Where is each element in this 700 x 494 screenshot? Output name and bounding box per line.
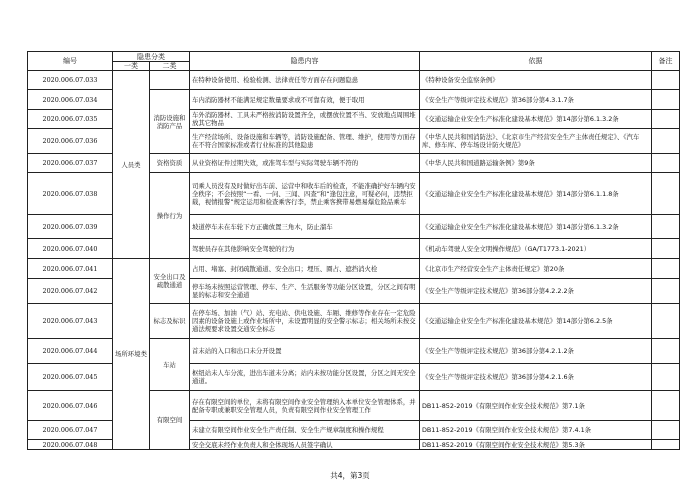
row-content: 车外消防器材、工具未严格按消防设置齐全，或摆放位置不当、安放地点周围堆放其它物品: [190, 110, 420, 129]
category-level1: 场所环境类: [113, 259, 150, 450]
page-footer: 共4，第3页: [330, 471, 370, 480]
row-note: [652, 259, 680, 279]
row-note: [652, 154, 680, 173]
row-content: 在特种设备使用、检验检测、法律责任等方面存在问题隐患: [190, 71, 420, 90]
category-level2: 安全出口及疏散通道: [150, 259, 190, 304]
row-note: [652, 339, 680, 364]
category-level2: 有限空间: [150, 391, 190, 450]
row-code: 2020.006.07.041: [28, 259, 113, 279]
row-content: 驾驶员存在其他影响安全驾驶的行为: [190, 239, 420, 259]
hazard-table: [27, 51, 680, 450]
header-code: 编号: [28, 52, 113, 71]
row-code: 2020.006.07.038: [28, 173, 113, 215]
row-content: 从业资格证件过期失效，或准驾车型与实际驾驶车辆不符的: [190, 154, 420, 173]
row-note: [652, 279, 680, 304]
row-basis: 《安全生产等级评定技术规范》第36部分第4.2.2.2条: [420, 279, 652, 304]
row-code: 2020.006.07.037: [28, 154, 113, 173]
row-code: 2020.006.07.043: [28, 304, 113, 339]
row-note: [652, 440, 680, 450]
row-note: [652, 71, 680, 90]
row-note: [652, 215, 680, 239]
row-basis: 《交通运输企业安全生产标准化建设基本规范》第14部分第6.1.3.2条: [420, 110, 652, 129]
row-code: 2020.006.07.033: [28, 71, 113, 90]
row-basis: DB11-852-2019《有限空间作业安全技术规范》第7.1条: [420, 391, 652, 421]
row-basis: DB11-852-2019《有限空间作业安全技术规范》第5.3条: [420, 440, 652, 450]
header-level1: 一类: [113, 62, 150, 71]
row-code: 2020.006.07.047: [28, 421, 113, 440]
table-row: [28, 71, 680, 90]
row-code: 2020.006.07.040: [28, 239, 113, 259]
row-code: 2020.006.07.034: [28, 90, 113, 110]
row-note: [652, 129, 680, 154]
row-basis: DB11-852-2019《有限空间作业安全技术规范》第7.4.1条: [420, 421, 652, 440]
row-code: 2020.006.07.039: [28, 215, 113, 239]
row-content: 在停车场、加油（气）站、充电站、供电设施、车厢、维修等作业存在一定危险因素的设备设施上或作业场所中，未设置明显的安全警示标志；相关场所未按交通法规要求设置交通安全标志: [190, 304, 420, 339]
category-level1: 人员类: [113, 71, 150, 259]
row-basis: 《安全生产等级评定技术规范》第36部分第4.2.1.2条: [420, 339, 652, 364]
row-content: 未建立有限空间作业安全生产责任制、安全生产规章制度和操作规程: [190, 421, 420, 440]
row-content: 占用、堵塞、封闭疏散通道、安全出口；埋压、圈占、遮挡消火栓: [190, 259, 420, 279]
row-note: [652, 110, 680, 129]
row-basis: 《交通运输企业安全生产标准化建设基本规范》第14部分第6.2.5条: [420, 304, 652, 339]
row-note: [652, 391, 680, 421]
header-category: 隐患分类: [113, 52, 190, 62]
row-code: 2020.006.07.044: [28, 339, 113, 364]
row-note: [652, 421, 680, 440]
row-code: 2020.006.07.045: [28, 364, 113, 391]
category-level2: 消防设施和消防产品: [150, 90, 190, 154]
row-basis: 《交通运输企业安全生产标准化建设基本规范》第14部分第6.1.3.2条: [420, 215, 652, 239]
row-basis: 《中华人民共和国消防法》、《北京市生产经营安全生产主体责任规定》、《汽车库、修车库、停车场设计防火规范》: [420, 129, 652, 154]
header-basis: 依据: [420, 52, 652, 71]
row-content: 生产经营场所、设备设施和车辆等，消防设施配备、管理、维护，使用等方面存在不符合国家标准或者行业标准的其他隐患: [190, 129, 420, 154]
header-note: 备注: [652, 52, 680, 71]
row-note: [652, 90, 680, 110]
row-note: [652, 304, 680, 339]
row-content: 停车场未按照运营管理、停车、生产、生活服务等功能分区设置，分区之间有明显的标志和安全通道: [190, 279, 420, 304]
table-row: [28, 259, 680, 279]
row-content: 司乘人员没有及时做好出车前、运营中和收车后的检查，不能准确护好车辆内安全秩序；不会按照“一看、一问、三闻、四查”和“逢包注意，可疑必问，违禁拒载，视情报警”规定运用和检查乘客行李，禁止乘客携带易燃易爆危险品乘车: [190, 173, 420, 215]
header-content: 隐患内容: [190, 52, 420, 71]
category-level2: 资格资质: [150, 154, 190, 173]
row-basis: 《特种设备安全监察条例》: [420, 71, 652, 90]
row-content: 车内消防器材不能满足规定数量要求或不可靠有效，便于取用: [190, 90, 420, 110]
row-content: 坡道停车未在车轮下方正确放置三角木，防止溜车: [190, 215, 420, 239]
row-content: 安全交底未经作业负责人和全体现场人员签字确认: [190, 440, 420, 450]
row-note: [652, 364, 680, 391]
row-basis: 《机动车驾驶人安全文明操作规范》（GA/T1773.1-2021）: [420, 239, 652, 259]
header-level2: 二类: [150, 62, 190, 71]
category-level2: 操作行为: [150, 173, 190, 259]
row-basis: 《安全生产等级评定技术规范》第36部分第4.3.1.7条: [420, 90, 652, 110]
row-basis: 《中华人民共和国道路运输条例》第9条: [420, 154, 652, 173]
row-content: 首末站的入口和出口未分开设置: [190, 339, 420, 364]
row-basis: 《北京市生产经营安全生产主体责任规定》第20条: [420, 259, 652, 279]
row-code: 2020.006.07.035: [28, 110, 113, 129]
row-basis: 《交通运输企业安全生产标准化建设基本规范》第14部分第6.1.1.8条: [420, 173, 652, 215]
category-level2-empty: [150, 71, 190, 90]
category-level2: 车站: [150, 339, 190, 391]
row-content: 枢纽站未人车分流，进出车道未分离；站内未按功能分区设置，分区之间无安全通道。: [190, 364, 420, 391]
row-basis: 《安全生产等级评定技术规范》第36部分第4.2.1.6条: [420, 364, 652, 391]
row-code: 2020.006.07.046: [28, 391, 113, 421]
category-level2: 标志及标识: [150, 304, 190, 339]
row-content: 存在有限空间的单位，未将有限空间作业安全管理纳入本单位安全管理体系，并配备专职或兼职安全管理人员，负责有限空间作业安全管理工作: [190, 391, 420, 421]
row-code: 2020.006.07.036: [28, 129, 113, 154]
row-code: 2020.006.07.042: [28, 279, 113, 304]
row-note: [652, 173, 680, 215]
row-code: 2020.006.07.048: [28, 440, 113, 450]
row-note: [652, 239, 680, 259]
